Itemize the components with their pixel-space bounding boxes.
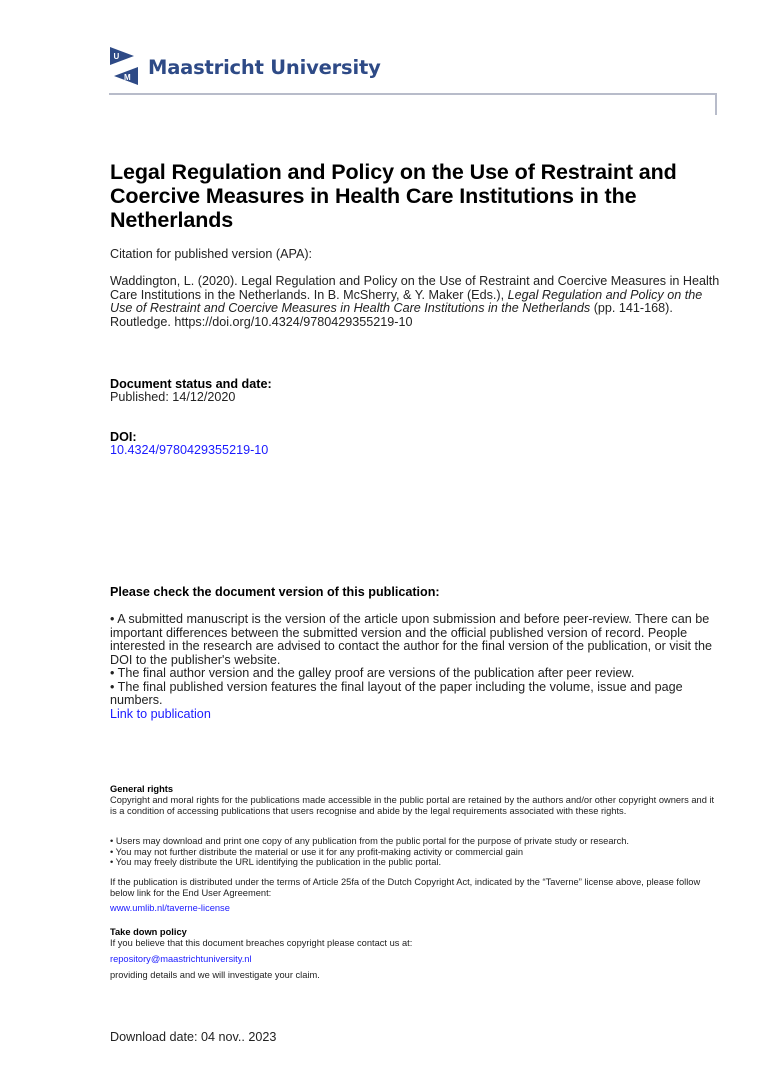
version-check-list bbox=[110, 613, 722, 708]
document-title: Legal Regulation and Policy on the Use of Restraint and Coercive Measures in Health Care Institutions in the Netherlands bbox=[110, 160, 677, 232]
download-date: Download date: 04 nov.. 2023 bbox=[110, 1030, 277, 1044]
header-divider bbox=[109, 93, 716, 95]
svg-text:M: M bbox=[124, 73, 131, 82]
doi-label: DOI: bbox=[110, 430, 137, 444]
institution-name: Maastricht University bbox=[148, 55, 381, 79]
status-value: Published: 14/12/2020 bbox=[110, 390, 236, 404]
university-logo bbox=[110, 47, 381, 85]
citation-part2: (pp. 141-168). Routledge. https://doi.org/10.4324/9780429355219-10 bbox=[110, 301, 673, 329]
version-item: • The final author version and the galley proof are versions of the publication after peer review. bbox=[110, 666, 635, 680]
header-divider-corner bbox=[715, 93, 717, 115]
take-down-text-2: providing details and we will investigate your claim. bbox=[110, 970, 320, 980]
rights-item: • You may freely distribute the URL identifying the publication in the public portal. bbox=[110, 857, 442, 867]
citation-book-title: Legal Regulation and Policy on the Use of Restraint and Coercive Measures in Health Care Institutions in the Netherlands bbox=[110, 287, 703, 315]
rights-item: • Users may download and print one copy of any publication from the public portal for the purpose of private study or research. bbox=[110, 836, 629, 846]
version-item: • The final published version features the final layout of the paper including the volume, issue and page numbers. bbox=[110, 679, 683, 707]
link-to-publication[interactable]: Link to publication bbox=[110, 707, 211, 721]
take-down-title: Take down policy bbox=[110, 927, 187, 937]
version-check-title: Please check the document version of this publication: bbox=[110, 585, 440, 599]
svg-text:U: U bbox=[113, 52, 120, 61]
citation-text bbox=[110, 275, 720, 329]
taverne-text: If the publication is distributed under the terms of Article 25fa of the Dutch Copyright Act, indicated by the “Taverne” license above, please follow below link for the End User Agreement: bbox=[110, 877, 701, 898]
citation-label: Citation for published version (APA): bbox=[110, 247, 313, 261]
rights-item: • You may not further distribute the material or use it for any profit-making activity or commercial gain bbox=[110, 846, 524, 857]
citation-part1: Waddington, L. (2020). Legal Regulation and Policy on the Use of Restraint and Coercive Measures in Health Care Institutions in the Netherlands. In B. McSherry, & Y. Maker (Eds.), bbox=[110, 274, 720, 302]
status-label: Document status and date: bbox=[110, 377, 272, 391]
doi-link[interactable]: 10.4324/9780429355219-10 bbox=[110, 443, 269, 457]
repository-email-link[interactable]: repository@maastrichtuniversity.nl bbox=[110, 954, 252, 964]
taverne-license-link[interactable]: www.umlib.nl/taverne-license bbox=[110, 903, 230, 913]
take-down-text: If you believe that this document breaches copyright please contact us at: bbox=[110, 938, 413, 948]
general-rights-text: Copyright and moral rights for the publications made accessible in the public portal are retained by the authors and/or other copyright owners and it is a condition of accessing publications that users recognise and abide by the legal requirements associated with these rights. bbox=[110, 795, 715, 816]
general-rights-title: General rights bbox=[110, 784, 174, 794]
general-rights-list bbox=[110, 836, 722, 868]
um-logo-icon bbox=[110, 47, 138, 85]
version-item: • A submitted manuscript is the version of the article upon submission and before peer-review. There can be important differences between the submitted version and the official published version of record. People interested in the research are advised to contact the author for the final version of the publication, or visit the DOI to the publisher's website. bbox=[110, 612, 713, 667]
